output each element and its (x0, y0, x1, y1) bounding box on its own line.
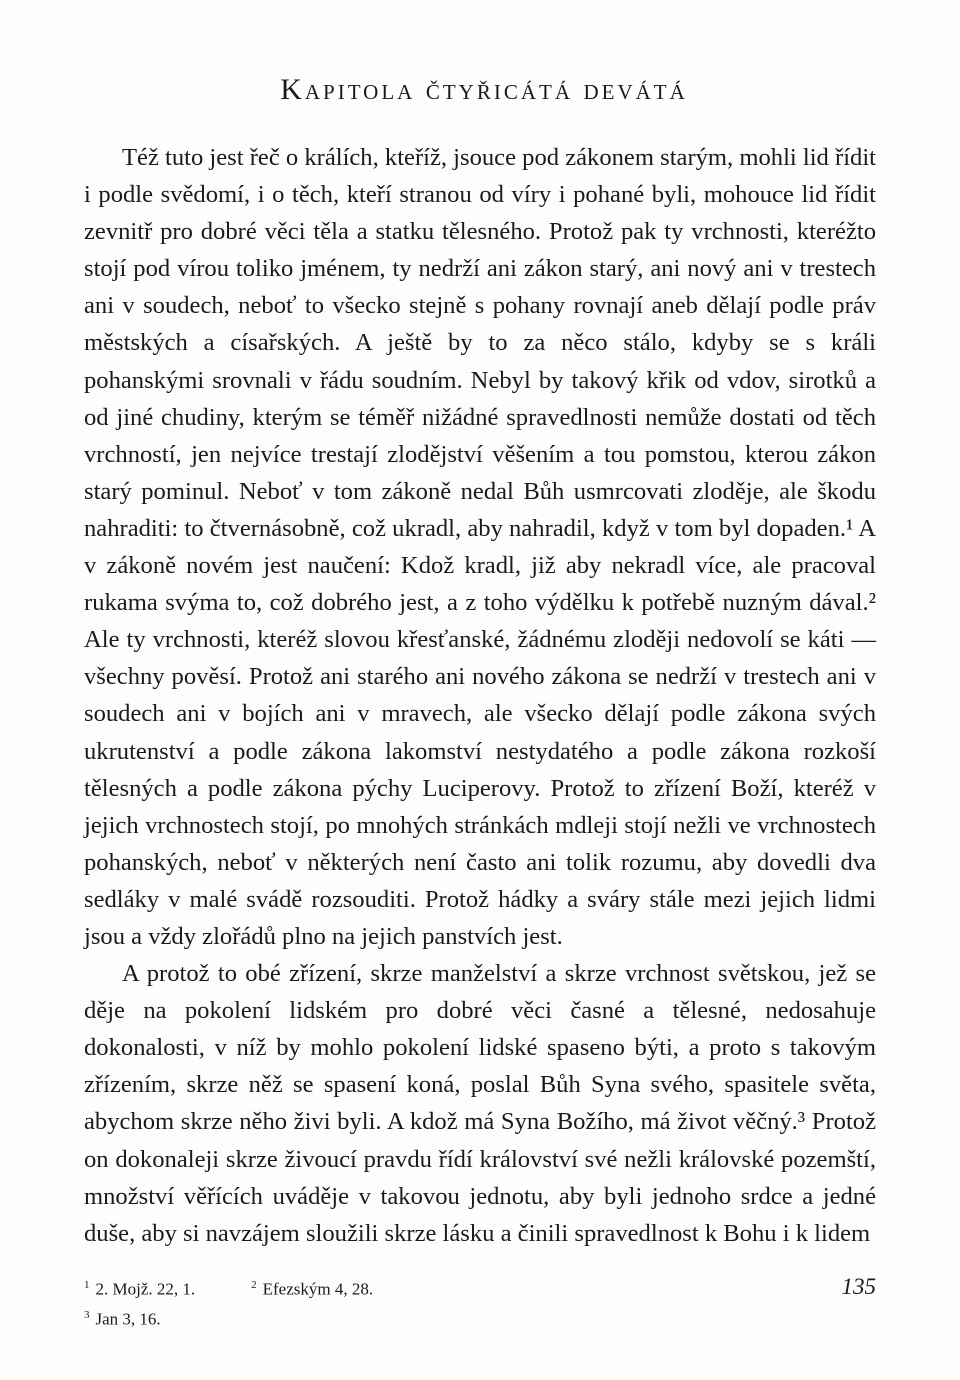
footnotes (84, 1272, 876, 1333)
footnote-line (84, 1302, 876, 1333)
body-text (84, 139, 876, 1252)
footnote-mark: 1 (84, 1278, 90, 1291)
book-page (84, 72, 876, 1332)
footnote-mark: 3 (84, 1309, 90, 1322)
footnote-text: Efezským 4, 28. (262, 1279, 374, 1299)
paragraph: A protož to obé zřízení, skrze manželství a skrze vrchnost světskou, jež se děje na pokolení lidském pro dobré věci časné a tělesné, nedosahuje dokonalosti, v níž by mohlo pokolení lidské spaseno býti, a proto s takovým zřízením, skrze něž se spasení koná, poslal Bůh Syna svého, spasitele světa, abychom skrze něho živi byli. A kdož má Syna Božího, má život věčný.³ Protož on dokonaleji skrze živoucí pravdu řídí království své nežli královské pozemští, množství věřících uváděje v takovou jednotu, aby byli jednoho srdce a jedné duše, aby si navzájem sloužili skrze lásku a činili spravedlnost k Bohu i k lidem (84, 960, 876, 1247)
page-number: 135 (841, 1274, 876, 1299)
footnote (251, 1272, 373, 1303)
footnote (84, 1302, 161, 1333)
footnote-text: 2. Mojž. 22, 1. (95, 1279, 196, 1299)
footnote-text: Jan 3, 16. (95, 1310, 161, 1330)
footnote-line (84, 1272, 876, 1303)
chapter-title: Kapitola čtyřicátá devátá (280, 73, 688, 106)
footnote-mark: 2 (251, 1278, 257, 1291)
paragraph: Též tuto jest řeč o králích, kteříž, jsouce pod zákonem starým, mohli lid řídit i podle svědomí, i o těch, kteří stranou od víry i pohané byli, mohouce lid řídit zevnitř pro dobré věci těla a statku tělesného. Protož pak ty vrchnosti, kteréžto stojí pod vírou toliko jménem, ty nedrží ani zákon starý, ani nový ani v trestech ani v soudech, neboť to všecko stejně s pohany rovnají aneb dělají podle práv městských a císařských. A ještě by to za něco stálo, kdyby se s králi pohanskými srovnali v řádu soudním. Nebyl by takový křik od vdov, sirotků a od jiné chudiny, kterým se téměř nižádné spravedlnosti nemůže dostati od těch vrchností, jen nejvíce trestají zlodějství věšením a tou pomstou, kterou zákon starý pominul. Neboť v tom zákoně nedal Bůh usmrcovati zloděje, ale škodu nahraditi: to čtvernásobně, což ukradl, aby nahradil, když v tom byl dopaden.¹ A v zákoně novém jest naučení: Kdož kradl, již aby nekradl více, ale pracoval rukama svýma to, což dobrého jest, a z toho výdělku k potřebě nuzným dával.² Ale ty vrchnosti, kteréž slovou křesťanské, žádnému zloději nedovolí se káti — všechny pověsí. Protož ani starého ani nového zákona se nedrží v trestech ani v soudech ani v bojích ani v mravech, ale všecko dělají podle zákona svých ukrutenství a podle zákona lakomství nestydatého a podle zákona rozkoší tělesných a podle zákona pýchy Luciperovy. Protož to zřízení Boží, kteréž v jejich vrchnostech stojí, po mnohých stránkách mdleji stojí nežli ve vrchnostech pohanských, neboť v některých není často ani tolik rozumu, aby dovedli dva sedláky v malé svádě rozsouditi. Protož hádky a sváry stále mezi jejich lidmi jsou a vždy zlořádů plno na jejich panstvích jest. (84, 144, 876, 950)
footnote (84, 1272, 195, 1303)
